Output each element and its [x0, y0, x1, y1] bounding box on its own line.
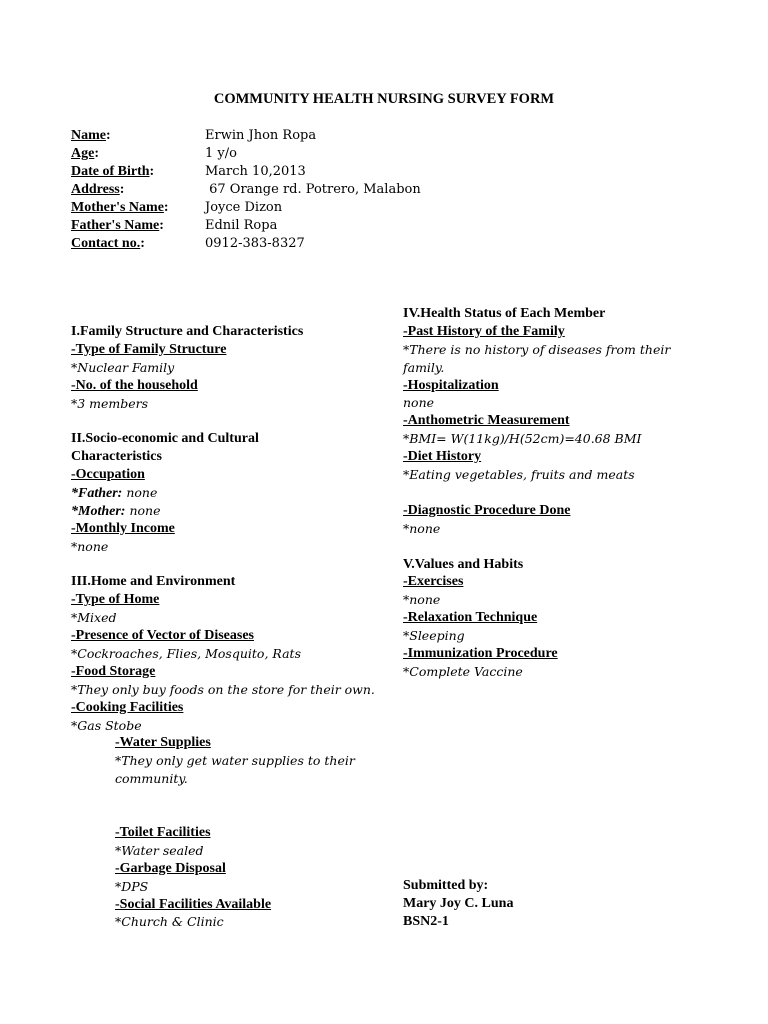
contact-label: Contact no.	[71, 236, 141, 251]
info-row-dob: Date of Birth: March 10,2013	[71, 164, 306, 179]
name-label: Name	[71, 128, 106, 143]
diagnostic-procedure-label: -Diagnostic Procedure Done	[403, 502, 571, 518]
water-supplies-label: -Water Supplies	[115, 735, 211, 751]
submitter-name: Mary Joy C. Luna	[403, 895, 514, 911]
diet-history-value: *Eating vegetables, fruits and meats	[403, 467, 635, 483]
vector-diseases-label: -Presence of Vector of Diseases	[71, 628, 254, 644]
cooking-facilities-value: *Gas Stobe	[71, 717, 142, 733]
submitter-section: BSN2-1	[403, 913, 449, 929]
vector-diseases-value: *Cockroaches, Flies, Mosquito, Rats	[71, 646, 301, 662]
submitted-by-block	[403, 877, 513, 931]
info-row-name: Name: Erwin Jhon Ropa	[71, 128, 317, 143]
address-label: Address	[71, 182, 120, 197]
age-value: 1 y/o	[205, 146, 237, 161]
relaxation-technique-value: *Sleeping	[403, 628, 465, 644]
water-supplies-block	[71, 734, 355, 931]
right-column	[403, 305, 683, 681]
monthly-income-value: *none	[71, 538, 109, 554]
contact-value: 0912-383-8327	[205, 236, 305, 251]
info-row-father: Father's Name: Ednil Ropa	[71, 218, 278, 233]
type-family-structure-label: -Type of Family Structure	[71, 341, 227, 357]
exercises-value: *none	[403, 592, 441, 608]
exercises-label: -Exercises	[403, 574, 464, 590]
food-storage-value: *They only buy foods on the store for their own.	[71, 681, 375, 697]
section-home-environment-heading: III.Home and Environment	[71, 574, 236, 590]
left-column	[71, 323, 391, 931]
immunization-label: -Immunization Procedure	[403, 645, 558, 661]
garbage-disposal-value: *DPS	[115, 878, 149, 894]
type-of-home-value: *Mixed	[71, 610, 117, 626]
section-socio-economic-heading-2: Characteristics	[71, 449, 162, 465]
section-socio-economic-heading: II.Socio-economic and Cultural	[71, 431, 259, 447]
info-row-address: Address: 67 Orange rd. Potrero, Malabon	[71, 182, 421, 197]
food-storage-label: -Food Storage	[71, 663, 156, 679]
info-row-contact: Contact no.: 0912-383-8327	[71, 236, 305, 251]
mother-occupation: *Mother: none	[71, 502, 161, 519]
mother-name-label: Mother's Name	[71, 200, 164, 215]
name-value: Erwin Jhon Ropa	[205, 128, 317, 143]
father-name-label: Father's Name	[71, 218, 160, 233]
anthropometric-value: *BMI= W(11kg)/H(52cm)=40.68 BMI	[403, 431, 642, 447]
occupation-label: -Occupation	[71, 467, 145, 483]
social-facilities-value: *Church & Clinic	[115, 914, 224, 930]
garbage-disposal-label: -Garbage Disposal	[115, 860, 226, 876]
past-history-value: *There is no history of diseases from their family.	[403, 341, 671, 375]
father-occupation: *Father: none	[71, 485, 158, 502]
section-health-status-heading: IV.Health Status of Each Member	[403, 306, 606, 321]
anthropometric-label: -Anthometric Measurement	[403, 413, 570, 429]
address-value: 67 Orange rd. Potrero, Malabon	[205, 182, 421, 197]
mother-name-value: Joyce Dizon	[205, 200, 283, 215]
relaxation-technique-label: -Relaxation Technique	[403, 610, 538, 626]
toilet-facilities-label: -Toilet Facilities	[115, 824, 211, 840]
type-of-home-label: -Type of Home	[71, 592, 160, 608]
household-count-label: -No. of the household	[71, 377, 198, 393]
type-family-structure-value: *Nuclear Family	[71, 359, 175, 375]
diagnostic-procedure-value: *none	[403, 520, 441, 536]
age-label: Age	[71, 146, 95, 161]
info-row-age: Age: 1 y/o	[71, 146, 237, 161]
dob-label: Date of Birth	[71, 164, 150, 179]
hospitalization-label: -Hospitalization	[403, 377, 499, 393]
cooking-facilities-label: -Cooking Facilities	[71, 699, 184, 715]
household-count-value: *3 members	[71, 395, 149, 411]
dob-value: March 10,2013	[205, 164, 306, 179]
immunization-value: *Complete Vaccine	[403, 663, 523, 679]
past-history-label: -Past History of the Family	[403, 323, 565, 339]
info-row-mother: Mother's Name: Joyce Dizon	[71, 200, 283, 215]
personal-info	[71, 127, 421, 253]
toilet-facilities-value: *Water sealed	[115, 842, 204, 858]
father-name-value: Ednil Ropa	[205, 218, 278, 233]
monthly-income-label: -Monthly Income	[71, 520, 175, 536]
diet-history-label: -Diet History	[403, 449, 482, 465]
section-values-habits-heading: V.Values and Habits	[403, 556, 524, 572]
form-title: COMMUNITY HEALTH NURSING SURVEY FORM	[213, 91, 555, 107]
hospitalization-value: none	[403, 395, 435, 411]
section-family-structure-heading: I.Family Structure and Characteristics	[71, 324, 304, 339]
submitted-by-label: Submitted by:	[403, 878, 489, 893]
water-supplies-value: *They only get water supplies to their community.	[115, 753, 355, 787]
social-facilities-label: -Social Facilities Available	[115, 896, 272, 912]
